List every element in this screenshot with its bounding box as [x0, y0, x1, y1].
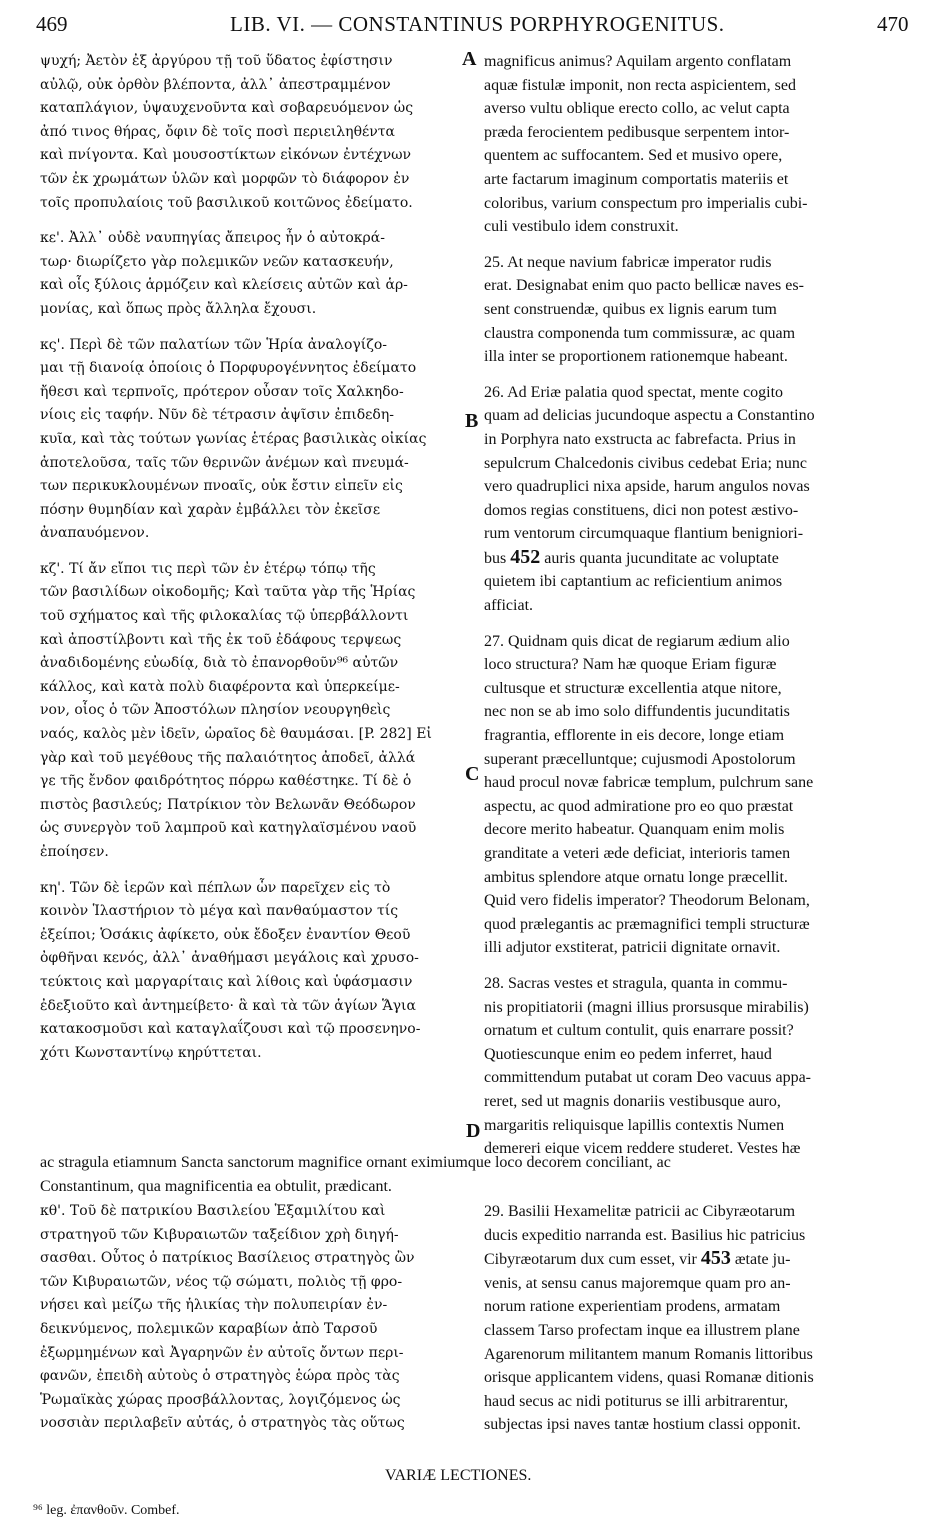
greek-text-line: ὀφθῆναι κενός, ἀλλ᾽ ἀναθήμασι μεγάλοις καὶ χρυσο-	[40, 950, 419, 967]
page-number-right: 470	[877, 12, 909, 36]
latin-text-line: sepulcrum Chalcedonis civibus cedebat Eria; nunc	[484, 454, 808, 472]
greek-text-line: στρατηγοῦ τῶν Κιβυραιωτῶν ταξείδιον χρὴ διηγή-	[40, 1226, 399, 1243]
latin-text-line: 28. Sacras vestes et stragula, quanta in commu-	[484, 974, 788, 992]
greek-text-line: τοῦ σχήματος καὶ τῆς φιλοκαλίας τῷ ὑπερβάλλοντι	[40, 608, 409, 625]
greek-text-line: καταπλάγιον, ὑψαυχενοῦντα καὶ σοβαρευόμενον ὡς	[40, 100, 414, 117]
margin-marker-c: C	[465, 763, 480, 785]
greek-text-line: κς'. Περὶ δὲ τῶν παλατίων τῶν Ἡρία ἀναλογίζο-	[40, 336, 388, 353]
latin-text-line: cultusque et structuræ excellentia atque nitore,	[484, 679, 782, 697]
greek-text-line: ἀναδιδομένης εὐωδίᾳ, διὰ τὸ ἐπανορθοῦν⁹⁶ αὐτῶν	[40, 655, 399, 672]
greek-text-line: τωρ· διωρίζετο γὰρ πολεμικῶν νεῶν κατασκευήν,	[40, 253, 394, 270]
greek-text-line: γε τῆς ἔνδον φαιδρότητος πόρρω καθέστηκε. Τί δὲ ὁ	[40, 773, 412, 790]
latin-text-line: in Porphyra nato exstructa ac fabrefacta. Prius in	[484, 430, 796, 448]
running-title: LIB. VI. — CONSTANTINUS PORPHYROGENITUS.	[230, 12, 725, 36]
latin-text-line: quod prælegantis ac præmagnifici templi structuræ	[484, 915, 810, 933]
greek-text-line: ἀναπαυόμενον.	[40, 525, 150, 542]
latin-text-line: ornatum et cultum contulit, quis enarrare possit?	[484, 1022, 794, 1040]
margin-marker-d: D	[466, 1120, 481, 1142]
greek-text-line: ναός, καλὸς μὲν ἰδεῖν, ὡραῖος δὲ θαυμάσαι. [P. 282] Εἰ	[40, 726, 432, 743]
paragraph-gap	[40, 546, 460, 558]
latin-text-line: illi adjutor exstiterat, patricii dignitate ornavit.	[484, 939, 781, 957]
greek-text-line: γὰρ καὶ τοῦ μεγέθους τῆς παλαιότητος ἀποδεῖ, ἀλλά	[40, 749, 416, 766]
greek-text-line: ψυχή; Ἀετὸν ἐξ ἀργύρου τῇ τοῦ ὕδατος ἐφίστησιν	[40, 53, 393, 69]
greek-text-line: ὡς συνεργὸν τοῦ λαμπροῦ καὶ κατηγλαϊσμένου ναοῦ	[40, 820, 417, 837]
greek-text-line: φανῶν, ἐπειδὴ αὐτοὺς ὁ στρατηγὸς ἑώρα πρὸς τὰς	[40, 1368, 400, 1385]
latin-text-line: haud secus ac nidi potiturus se illi arbitrarentur,	[484, 1392, 789, 1410]
greek-text-line: κη'. Τῶν δὲ ἱερῶν καὶ πέπλων ὧν παρεῖχεν εἰς τὸ	[40, 879, 391, 896]
greek-text-line: ἐποίησεν.	[40, 844, 109, 860]
latin-text-line: erat. Designabat enim quo pacto bellicæ naves es-	[484, 277, 804, 295]
greek-text-line: καὶ ἀποστίλβοντι καὶ τῆς ἐκ τοῦ ἐδάφους τερψεως	[40, 631, 402, 648]
latin-text-line: reret, sed ut magnis donariis vestibusque auro,	[484, 1092, 781, 1110]
greek-text-line: των περικυκλουμένων πνοαῖς, οὐκ ἔστιν εἰπεῖν εἰς	[40, 478, 403, 495]
greek-text-line: ἐξείποι; Ὁσάκις ἀφίκετο, οὐκ ἔδοξεν ἐναντίον Θεοῦ	[40, 926, 411, 943]
greek-text-line: αὐλῷ, οὐκ ὀρθὸν βλέποντα, ἀλλ᾽ ἀπεστραμμένον	[40, 76, 391, 93]
greek-text-line: τῶν Κιβυραιωτῶν, νέος τῷ σώματι, πολιὸς τῇ φρο-	[40, 1273, 403, 1290]
greek-text-line: τῶν βασιλίδων οἰκοδομῆς; Καὶ ταῦτα γὰρ τῆς Ἡρίας	[40, 584, 416, 601]
latin-text-line: vero quadruplici nixa apside, harum angulos novas	[484, 478, 810, 496]
latin-text-line: subjectas ipsi naves tantæ hostium classi opponit.	[484, 1416, 801, 1434]
latin-text-line: nis propitiatorii (magni illius prorsusque mirabilis)	[484, 998, 809, 1016]
latin-text-line	[484, 546, 928, 571]
greek-text-line: δεικνύμενος, πολεμικῶν καραβίων ἀπὸ Ταρσοῦ	[40, 1320, 378, 1337]
latin-text-line: demereri eique vicem reddere studeret. Vestes hæ	[484, 1140, 801, 1158]
greek-text-line: κε'. Ἀλλ᾽ οὐδὲ ναυπηγίας ἄπειρος ἦν ὁ αὐτοκρά-	[40, 230, 385, 247]
latin-text-line: 26. Ad Eriæ palatia quod spectat, mente cogito	[484, 383, 784, 401]
latin-text-line: aspectu, ac quod admiratione pro eo quo præstat	[484, 797, 794, 815]
greek-text-line: κατακοσμοῦσι καὶ καταγλαΐζουσι καὶ τῷ προσενηνο-	[40, 1021, 421, 1038]
greek-text-line: κοινὸν Ἱλαστήριον τὸ μέγα καὶ πανθαύμαστον τίς	[40, 903, 399, 920]
margin-marker-b: B	[465, 410, 479, 432]
latin-text-line: magnificus animus? Aquilam argento conflatam	[484, 53, 792, 70]
greek-text-line: ἐδεξιοῦτο καὶ ἀντημείβετο· ἃ καὶ τὰ τῶν ἁγίων Ἅγια	[40, 997, 416, 1014]
greek-text-line: πιστὸς βασιλεύς; Πατρίκιον τὸν Βελωνᾶν Θεόδωρον	[40, 796, 416, 813]
latin-text-line: Quid vero fidelis imperator? Theodorum Belonam,	[484, 892, 810, 910]
latin-text-line: domos regias constituens, dici non potest æstivo-	[484, 501, 799, 519]
latin-text-line: averso vultu oblique erecto collo, ac velut capta	[484, 100, 790, 118]
greek-text-line: κυῖα, καὶ τὰς τούτων γωνίας ἑτέρας βασιλικὰς οἰκίας	[40, 430, 427, 447]
paragraph-gap	[40, 865, 460, 877]
paragraph-gap	[484, 618, 928, 630]
latin-text-line: margaritis reliquisque lapillis contextis Numen	[484, 1116, 785, 1134]
latin-text-line: 27. Quidnam quis dicat de regiarum ædium alio	[484, 632, 790, 650]
latin-column-bottom	[484, 1200, 928, 1437]
latin-text-line: afficiat.	[484, 597, 534, 615]
paragraph-gap	[40, 322, 460, 334]
paragraph-gap	[484, 369, 928, 381]
latin-text-line: rum ventorum circumquaque flantium benigniori-	[484, 525, 804, 543]
latin-text-line: orisque applicantem videns, quasi Romanæ ditionis	[484, 1369, 814, 1387]
latin-text-line: ambitus splendore atque ornatu longe præcellit.	[484, 868, 788, 886]
greek-text-line: νήσει καὶ μείζω τῆς ἡλικίας τὴν πολυπειρίαν ἐν-	[40, 1297, 388, 1314]
latin-text-line: arte factarum imaginum comportatis materiis et	[484, 170, 789, 188]
greek-text-line: σασθαι. Οὗτος ὁ πατρίκιος Βασίλειος στρατηγὸς ὢν	[40, 1250, 415, 1267]
latin-text-line: fragrantia, efflorente in eis decore, longe etiam	[484, 727, 785, 745]
latin-text-line: norum ratione experientiam prodens, armatam	[484, 1298, 781, 1316]
latin-text-line: coloribus, varium conspectum pro imperialis cubi-	[484, 194, 808, 212]
latin-column	[484, 50, 928, 1161]
latin-text-line: loco structura? Nam hæ quoque Eriam figuræ	[484, 656, 777, 674]
latin-text-line: classem Tarso profectam inque ea illustrem plane	[484, 1321, 800, 1339]
footnote: ⁹⁶ leg. ἐπανθοῦν. Combef.	[33, 1503, 180, 1518]
greek-text-line: ἀπό τινος θήρας, ὄφιν δὲ τοῖς ποσὶ περιειληθέντα	[40, 123, 395, 140]
greek-text-line: τῶν ἐκ χρωμάτων ὑλῶν καὶ μορφῶν τὸ διάφορον ἐν	[40, 170, 410, 187]
latin-text-line: quentem ac suffocantem. Sed et musivo opere,	[484, 147, 783, 165]
latin-text-fragment: auris quanta jucunditate ac voluptate	[544, 549, 779, 567]
greek-text-line: κθ'. Τοῦ δὲ πατρικίου Βασιλείου Ἑξαμιλίτου καὶ	[40, 1203, 386, 1219]
page-number-left: 469	[36, 12, 68, 36]
greek-text-line: νον, οἷος ὁ τῶν Ἀποστόλων πλησίον νεουργηθεὶς	[40, 702, 391, 719]
latin-text-line: Quotiescunque enim eo pedem inferret, haud	[484, 1045, 772, 1063]
latin-text-line: 29. Basilii Hexamelitæ patricii ac Cibyræotarum	[484, 1203, 796, 1220]
varia-lectiones-heading: VARIÆ LECTIONES.	[385, 1467, 532, 1484]
latin-text-line: ducis expeditio narranda est. Basilius hic patricius	[484, 1226, 806, 1244]
latin-text-line: sent construendæ, quibus ex lignis earum tum	[484, 300, 777, 318]
latin-text-line: venis, at sensu canus majoremque quam pro an-	[484, 1274, 791, 1292]
greek-text-line: νίοις εἰς ταφήν. Νῦν δὲ τέτρασιν ἀψῖσιν ἐπιδεδη-	[40, 407, 394, 424]
full-width-line: Constantinum, qua magnificentia ea obtulit, prædicant.	[40, 1177, 392, 1195]
greek-text-line: καὶ πνίγοντα. Καὶ μουσοστίκτων εἰκόνων ἐντέχνων	[40, 147, 412, 164]
greek-column-bottom	[40, 1200, 460, 1436]
inline-page-number: 452	[510, 545, 541, 568]
latin-text-line: 25. At neque navium fabricæ imperator rudis	[484, 253, 772, 271]
latin-text-line: claustra componenda tum commissuræ, ac quam	[484, 324, 796, 342]
greek-text-line: κζ'. Τί ἄν εἴποι τις περὶ τῶν ἐν ἑτέρῳ τόπῳ τῆς	[40, 560, 376, 577]
greek-text-line: κάλλος, καὶ κατὰ πολὺ διαφέροντα καὶ ὑπερκείμε-	[40, 678, 400, 695]
latin-text-line: præda ferocientem pedibusque serpentem intor-	[484, 123, 790, 141]
greek-text-line: μαι τῇ διανοίᾳ ὁποίοις ὁ Πορφυρογέννητος ἐδείματο	[40, 360, 417, 377]
greek-text-line: καὶ οἷς ξύλοις ἁρμόζειν καὶ κλείσεις αὐτῶν καὶ ἁρ-	[40, 277, 408, 294]
latin-text-line: haud procul novæ fabricæ templum, pulchrum sane	[484, 774, 814, 792]
latin-text-line: quam ad delicias jucundoque aspectu a Constantino	[484, 407, 815, 425]
greek-text-line: τοῖς προπυλαίοις τοῦ βασιλικοῦ κοιτῶνος ἐδείματο.	[40, 194, 413, 211]
greek-text-line: τεύκτοις καὶ μαργαρίταις καὶ λίθοις καὶ ὑφάσμασιν	[40, 973, 413, 990]
latin-text-line: superant præcelluntque; cujusmodi Apostolorum	[484, 750, 796, 768]
latin-text-line: Agarenorum militantem manum Romanis littoribus	[484, 1345, 813, 1363]
greek-text-line: χότι Κωνσταντίνῳ κηρύττεται.	[40, 1044, 262, 1061]
latin-text-line: nec non se ab imo solo diffundentis jucunditatis	[484, 703, 790, 721]
margin-marker-a: A	[462, 48, 477, 70]
latin-text-fragment: Cibyræotarum dux cum esset, vir	[484, 1251, 701, 1269]
latin-text-fragment: bus	[484, 549, 511, 567]
full-width-text	[40, 1151, 930, 1198]
latin-text-line: aquæ fistulæ imponit, non recta aspicientem, sed	[484, 76, 796, 94]
latin-text-line: illa inter se proportionem rationemque habeant.	[484, 348, 788, 366]
page-header	[0, 0, 943, 44]
latin-text-line: quietem ibi captantium ac reficientium animos	[484, 573, 783, 591]
greek-text-line: νοσσιὰν περιλαβεῖν αὐτάς, ὁ στρατηγὸς τὰς οὕτως	[40, 1415, 405, 1432]
greek-text-line: ἐξωρμημένων καὶ Ἀγαρηνῶν ἐν αὐτοῖς ὄντων περι-	[40, 1344, 404, 1361]
greek-text-line: ἀποτελοῦσα, ταῖς τῶν θερινῶν ἀνέμων καὶ πνευμά-	[40, 454, 409, 471]
greek-text-line: Ῥωμαϊκὰς χώρας προσβάλλοντας, λογιζόμενος ὡς	[40, 1391, 401, 1408]
full-width-line: ac stragula etiamnum Sancta sanctorum magnifice ornant eximiumque loco decorem conciliant, ac	[40, 1154, 671, 1171]
paragraph-gap	[484, 239, 928, 251]
greek-text-line: μονίας, καὶ ὅπως πρὸς ἄλληλα ἔχουσι.	[40, 300, 317, 317]
greek-text-line: ἤθεσι καὶ τερπνοῖς, πρότερον οὖσαν τοῖς Χαλκηδο-	[40, 383, 404, 400]
latin-text-line: granditate a veteri æde deficiat, interioris tamen	[484, 845, 791, 862]
latin-text-line: committendum putabat ut coram Deo vacuus appa-	[484, 1069, 812, 1087]
latin-text-fragment: ætate ju-	[734, 1251, 791, 1269]
latin-text-line: decore merito habeatur. Quanquam enim molis	[484, 821, 785, 839]
paragraph-gap	[484, 960, 928, 972]
paragraph-gap	[40, 215, 460, 227]
greek-column	[40, 50, 460, 1065]
greek-text-line: πόσην θυμηδίαν καὶ χαρὰν ἐμβάλλει τὸν ἐκεῖσε	[40, 501, 381, 518]
latin-text-line: culi vestibulo idem construxit.	[484, 218, 679, 236]
latin-text-line	[484, 1247, 928, 1272]
inline-page-number: 453	[700, 1247, 731, 1270]
